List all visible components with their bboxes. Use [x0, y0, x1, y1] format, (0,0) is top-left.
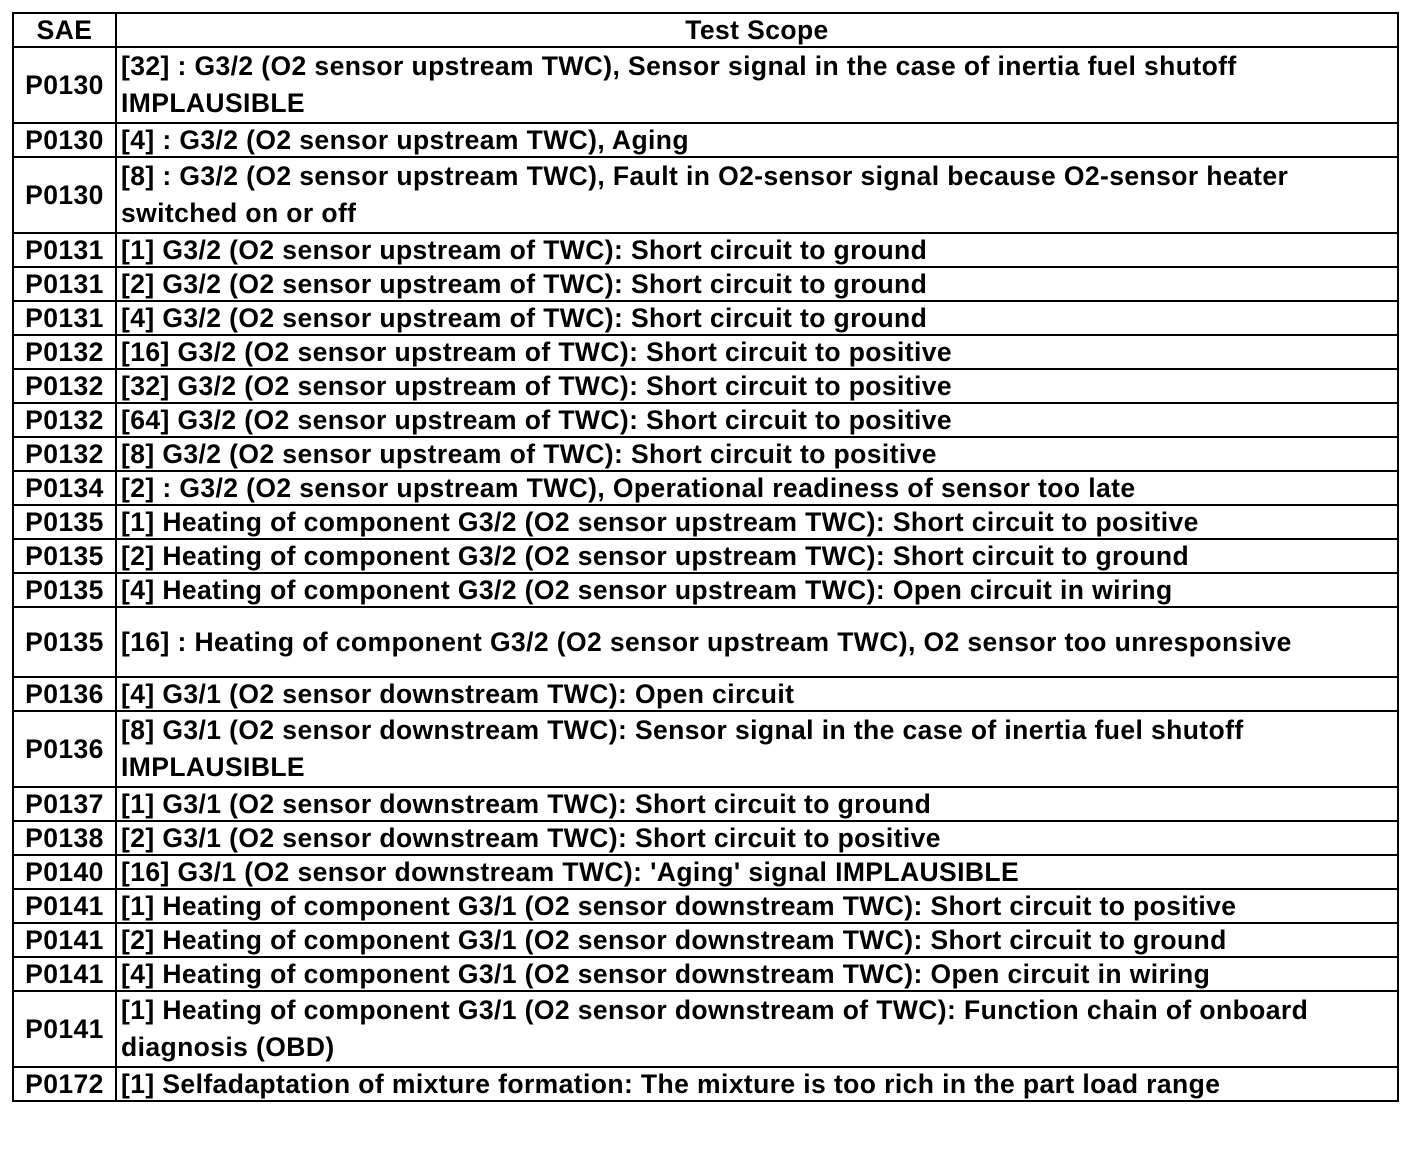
test-scope-cell: [16] G3/1 (O2 sensor downstream TWC): 'Aging' signal IMPLAUSIBLE: [116, 855, 1398, 889]
test-scope-cell: [1] G3/1 (O2 sensor downstream TWC): Short circuit to ground: [116, 787, 1398, 821]
sae-code-cell: P0130: [13, 47, 116, 123]
test-scope-cell: [32] : G3/2 (O2 sensor upstream TWC), Sensor signal in the case of inertia fuel shutoff IMPLAUSIBLE: [116, 47, 1398, 123]
table-row: [13, 607, 1398, 677]
table-row: [13, 821, 1398, 855]
test-scope-cell: [2] G3/1 (O2 sensor downstream TWC): Short circuit to positive: [116, 821, 1398, 855]
sae-code-cell: P0132: [13, 403, 116, 437]
table-row: [13, 267, 1398, 301]
sae-code-cell: P0132: [13, 369, 116, 403]
sae-code-cell: P0131: [13, 267, 116, 301]
test-scope-cell: [1] Heating of component G3/1 (O2 sensor downstream TWC): Short circuit to positive: [116, 889, 1398, 923]
sae-code-cell: P0140: [13, 855, 116, 889]
sae-code-cell: P0138: [13, 821, 116, 855]
sae-code-cell: P0132: [13, 437, 116, 471]
header-test-scope: Test Scope: [116, 13, 1398, 47]
table-header-row: [13, 13, 1398, 47]
dtc-test-scope-table: [12, 12, 1399, 1102]
table-row: [13, 855, 1398, 889]
sae-code-cell: P0135: [13, 539, 116, 573]
test-scope-cell: [8] G3/2 (O2 sensor upstream of TWC): Short circuit to positive: [116, 437, 1398, 471]
test-scope-cell: [4] Heating of component G3/1 (O2 sensor downstream TWC): Open circuit in wiring: [116, 957, 1398, 991]
table-row: [13, 505, 1398, 539]
test-scope-cell: [2] G3/2 (O2 sensor upstream of TWC): Short circuit to ground: [116, 267, 1398, 301]
table-row: [13, 123, 1398, 157]
sae-code-cell: P0132: [13, 335, 116, 369]
test-scope-cell: [16] : Heating of component G3/2 (O2 sensor upstream TWC), O2 sensor too unresponsive: [116, 607, 1398, 677]
table-row: [13, 711, 1398, 787]
sae-code-cell: P0172: [13, 1067, 116, 1101]
table-row: [13, 403, 1398, 437]
test-scope-cell: [8] G3/1 (O2 sensor downstream TWC): Sensor signal in the case of inertia fuel shutoff IMPLAUSIBLE: [116, 711, 1398, 787]
test-scope-cell: [4] : G3/2 (O2 sensor upstream TWC), Aging: [116, 123, 1398, 157]
table-row: [13, 335, 1398, 369]
table-row: [13, 991, 1398, 1067]
table-row: [13, 573, 1398, 607]
table-body: [13, 47, 1398, 1101]
sae-code-cell: P0135: [13, 607, 116, 677]
test-scope-cell: [1] Selfadaptation of mixture formation: The mixture is too rich in the part load range: [116, 1067, 1398, 1101]
sae-code-cell: P0141: [13, 923, 116, 957]
table-row: [13, 369, 1398, 403]
test-scope-cell: [4] G3/2 (O2 sensor upstream of TWC): Short circuit to ground: [116, 301, 1398, 335]
sae-code-cell: P0141: [13, 889, 116, 923]
table-row: [13, 471, 1398, 505]
sae-code-cell: P0141: [13, 991, 116, 1067]
table-row: [13, 233, 1398, 267]
test-scope-cell: [8] : G3/2 (O2 sensor upstream TWC), Fault in O2-sensor signal because O2-sensor heater switched on or off: [116, 157, 1398, 233]
table-row: [13, 1067, 1398, 1101]
table-row: [13, 301, 1398, 335]
table-row: [13, 677, 1398, 711]
sae-code-cell: P0130: [13, 123, 116, 157]
test-scope-cell: [1] G3/2 (O2 sensor upstream of TWC): Short circuit to ground: [116, 233, 1398, 267]
test-scope-cell: [4] Heating of component G3/2 (O2 sensor upstream TWC): Open circuit in wiring: [116, 573, 1398, 607]
table-row: [13, 923, 1398, 957]
test-scope-cell: [4] G3/1 (O2 sensor downstream TWC): Open circuit: [116, 677, 1398, 711]
sae-code-cell: P0131: [13, 301, 116, 335]
table-row: [13, 539, 1398, 573]
test-scope-cell: [2] Heating of component G3/1 (O2 sensor downstream TWC): Short circuit to ground: [116, 923, 1398, 957]
header-sae: SAE: [13, 13, 116, 47]
sae-code-cell: P0134: [13, 471, 116, 505]
sae-code-cell: P0130: [13, 157, 116, 233]
test-scope-cell: [64] G3/2 (O2 sensor upstream of TWC): Short circuit to positive: [116, 403, 1398, 437]
test-scope-cell: [16] G3/2 (O2 sensor upstream of TWC): Short circuit to positive: [116, 335, 1398, 369]
test-scope-cell: [1] Heating of component G3/2 (O2 sensor upstream TWC): Short circuit to positive: [116, 505, 1398, 539]
sae-code-cell: P0135: [13, 505, 116, 539]
table-row: [13, 157, 1398, 233]
table-row: [13, 437, 1398, 471]
table-row: [13, 47, 1398, 123]
test-scope-cell: [1] Heating of component G3/1 (O2 sensor downstream of TWC): Function chain of onboard diagnosis (OBD): [116, 991, 1398, 1067]
test-scope-cell: [32] G3/2 (O2 sensor upstream of TWC): Short circuit to positive: [116, 369, 1398, 403]
test-scope-cell: [2] Heating of component G3/2 (O2 sensor upstream TWC): Short circuit to ground: [116, 539, 1398, 573]
table-row: [13, 889, 1398, 923]
sae-code-cell: P0137: [13, 787, 116, 821]
sae-code-cell: P0131: [13, 233, 116, 267]
test-scope-cell: [2] : G3/2 (O2 sensor upstream TWC), Operational readiness of sensor too late: [116, 471, 1398, 505]
sae-code-cell: P0136: [13, 677, 116, 711]
dtc-document: [12, 12, 1397, 1102]
sae-code-cell: P0136: [13, 711, 116, 787]
sae-code-cell: P0135: [13, 573, 116, 607]
sae-code-cell: P0141: [13, 957, 116, 991]
table-row: [13, 957, 1398, 991]
table-row: [13, 787, 1398, 821]
